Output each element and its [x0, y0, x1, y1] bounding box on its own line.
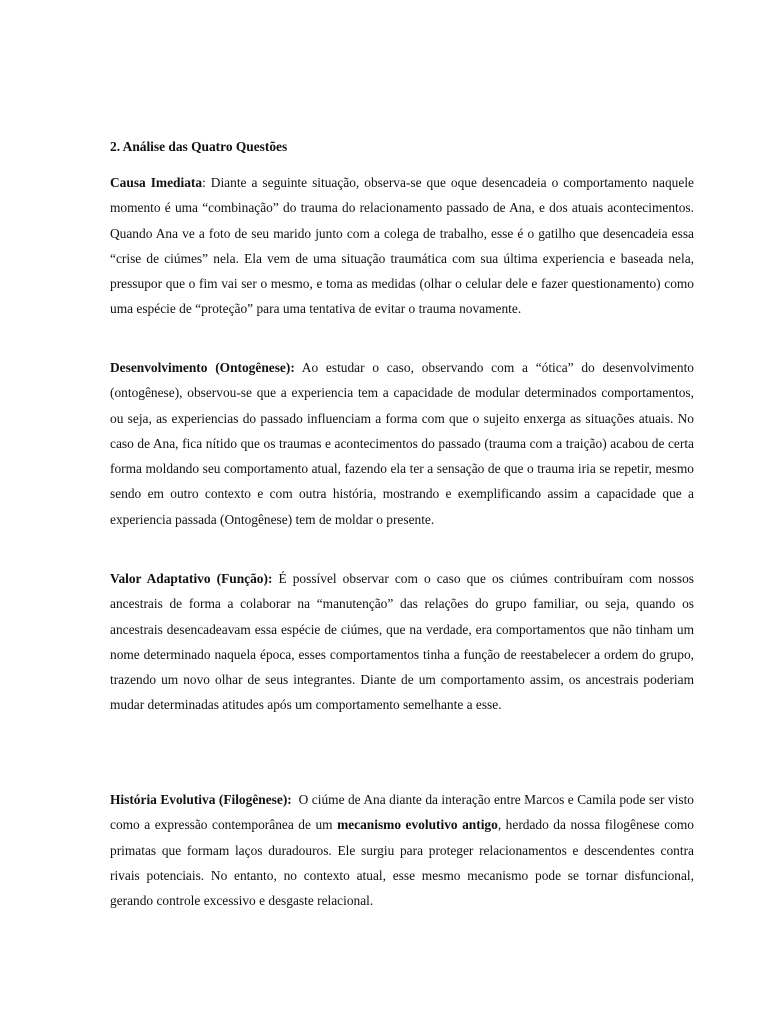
paragraph-label: Desenvolvimento (Ontogênese):: [110, 360, 295, 375]
paragraph-body: O ciúme de Ana diante da interação entre Marcos e Camila pode ser visto como a expressão contemporânea de um: [110, 792, 698, 833]
paragraph-label: Causa Imediata: [110, 175, 203, 190]
paragraph-body: Ao estudar o caso, observando com a “ótica” do desenvolvimento (ontogênese), observou-se que a experiencia tem a capacidade de modular determinados comportamentos, ou seja, as experiencias do passado influenciam a forma com que o sujeito enxerga as situações atuais. No caso de Ana, fica nítido que os traumas e acontecimentos do passado (trauma com a traição) acabou de certa forma moldando seu comportamento atual, fazendo ela ter a sensação de que o trauma iria se repetir, mesmo sendo em outro contexto e com outra história, mostrando e exemplificando assim a capacidade que a experiencia passada (Ontogênese) tem de moldar o presente.: [110, 360, 694, 527]
section-title: 2. Análise das Quatro Questões: [110, 139, 288, 154]
paragraph-label: Valor Adaptativo (Função):: [110, 571, 273, 586]
paragraph-emphasis: mecanismo evolutivo antigo: [337, 817, 498, 833]
paragraph-valor-adaptativo: [110, 566, 694, 718]
paragraph-body: É possível observar com o caso que os ciúmes contribuíram com nossos ancestrais de forma a colaborar na “manutenção” das relações do grupo familiar, ou seja, quando os ancestrais desencadeavam essa espécie de ciúmes, que na verdade, era comportamentos que não tinham um nome determinado naquela época, esses comportamentos tinha a função de reestabelecer a ordem do grupo, trazendo um novo olhar de seus integrantes. Diante de um comportamento assim, os ancestrais poderiam mudar determinadas atitudes após um comportamento semelhante a esse.: [110, 571, 695, 713]
paragraph-body: : Diante a seguinte situação, observa-se que oque desencadeia o comportamento naquele momento é uma “combinação” do trauma do relacionamento passado de Ana, e dos atuais acontecimentos. Quando Ana ve a foto de seu marido junto com a colega de trabalho, esse é o gatilho que desencadeia essa “crise de ciúmes” nela. Ela vem de uma situação traumática com sua última experiencia e baseada nela, pressupor que o fim vai ser o mesmo, e toma as medidas (olhar o celular dele e fazer questionamento) como uma espécie de “proteção” para uma tentativa de evitar o trauma novamente.: [110, 175, 694, 317]
paragraph-causa-imediata: [110, 170, 694, 322]
paragraph-body-end: , herdado da nossa filogênese como primatas que formam laços duradouros. Ele surgiu para proteger relacionamentos e descendentes contra rivais potenciais. No entanto, no contexto atual, esse mesmo mecanismo pode se tornar disfuncional, gerando controle excessivo e desgaste relacional.: [110, 817, 694, 909]
paragraph-label: História Evolutiva (Filogênese):: [110, 792, 292, 807]
paragraph-historia-evolutiva: [110, 787, 698, 913]
paragraph-desenvolvimento: [110, 355, 694, 532]
